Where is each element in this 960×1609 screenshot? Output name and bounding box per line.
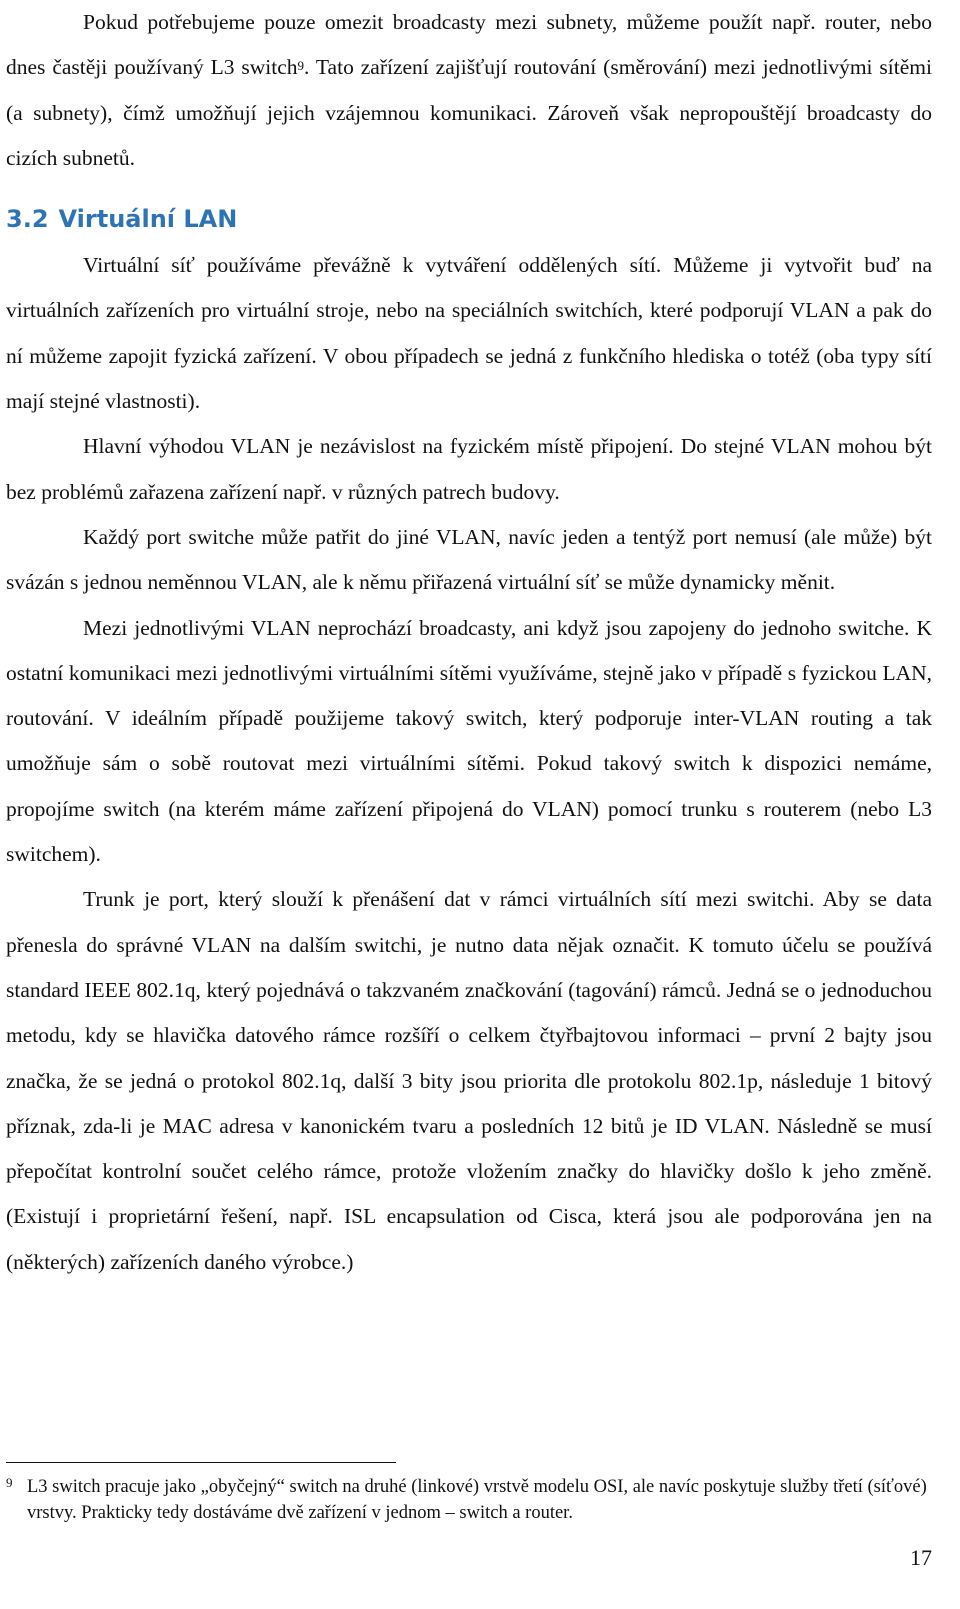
footnote-text: L3 switch pracuje jako „obyčejný“ switch na druhé (linkové) vrstvě modelu OSI, ale navíc poskytuje služby třetí (síťové) vrstvy. Prakticky tedy dostáváme dvě zařízení v jednom – switch a router. [27,1477,927,1523]
section-title: Virtuální LAN [58,205,238,234]
body-paragraph: Trunk je port, který slouží k přenášení dat v rámci virtuálních sítí mezi switchi. Aby se data přenesla do správné VLAN na dalším switchi, je nutno data nějak označit. K tomuto účelu se používá standard IEEE 802.1q, který pojednává o takzvaném značkování (tagování) rámců. Jedná se o jednoduchou metodu, kdy se hlavička datového rámce rozšíří o celkem čtyřbajtovou informaci – první 2 bajty jsou značka, že se jedná o protokol 802.1q, další 3 bity jsou priorita dle protokolu 802.1p, následuje 1 bitový příznak, zda-li je MAC adresa v kanonickém tvaru a posledních 12 bitů je ID VLAN. Následně se musí přepočítat kontrolní součet celého rámce, protože vložením značky do hlavičky došlo k jeho změně. (Existují i proprietární řešení, např. ISL encapsulation od Cisca, která jsou ale podporována jen na (některých) zařízeních daného výrobce.) [6,887,932,1274]
body-paragraph: Mezi jednotlivými VLAN neprochází broadcasty, ani když jsou zapojeny do jednoho switche. K ostatní komunikaci mezi jednotlivými virtuálními sítěmi využíváme, stejně jako v případě s fyzickou LAN, routování. V ideálním případě použijeme takový switch, který podporuje inter-VLAN routing a tak umožňuje sám o sobě routovat mezi virtuálními sítěmi. Pokud takový switch k dispozici nemáme, propojíme switch (na kterém máme zařízení připojená do VLAN) pomocí trunku s routerem (nebo L3 switchem). [6,615,932,867]
section-number: 3.2 [6,205,49,234]
footnote-reference[interactable]: 9 [297,58,305,74]
intro-text-after-footnote: . Tato zařízení zajišťují routování (směrování) mezi jednotlivými sítěmi (a subnety), čímž umožňují jejich vzájemnou komunikaci. Zároveň však nepropouštějí broadcasty do cizích subnetů. [6,55,932,170]
intro-text-before-footnote: Pokud potřebujeme pouze omezit broadcasty mezi subnety, můžeme použít např. router, nebo dnes častěji používaný L3 switch [6,10,932,80]
body-paragraph: Každý port switche může patřit do jiné VLAN, navíc jeden a tentýž port nemusí (ale může) být svázán s jednou neměnnou VLAN, ale k němu přiřazená virtuální síť se může dynamicky měnit. [6,524,932,595]
body-paragraph: Virtuální síť používáme převážně k vytváření oddělených sítí. Můžeme ji vytvořit buď na virtuálních zařízeních pro virtuální stroje, nebo na speciálních switchích, které podporují VLAN a pak do ní můžeme zapojit fyzická zařízení. V obou případech se jedná z funkčního hlediska o totéž (oba typy sítí mají stejné vlastnosti). [6,253,932,414]
footnote-mark: 9 [6,1475,13,1490]
page-number: 17 [910,1545,932,1570]
footnote [6,1474,932,1526]
body-paragraph: Hlavní výhodou VLAN je nezávislost na fyzickém místě připojení. Do stejné VLAN mohou být bez problémů zařazena zařízení např. v různých patrech budovy. [6,434,932,504]
section-heading [6,199,932,239]
footnote-separator [6,1462,396,1463]
intro-paragraph [6,0,932,181]
